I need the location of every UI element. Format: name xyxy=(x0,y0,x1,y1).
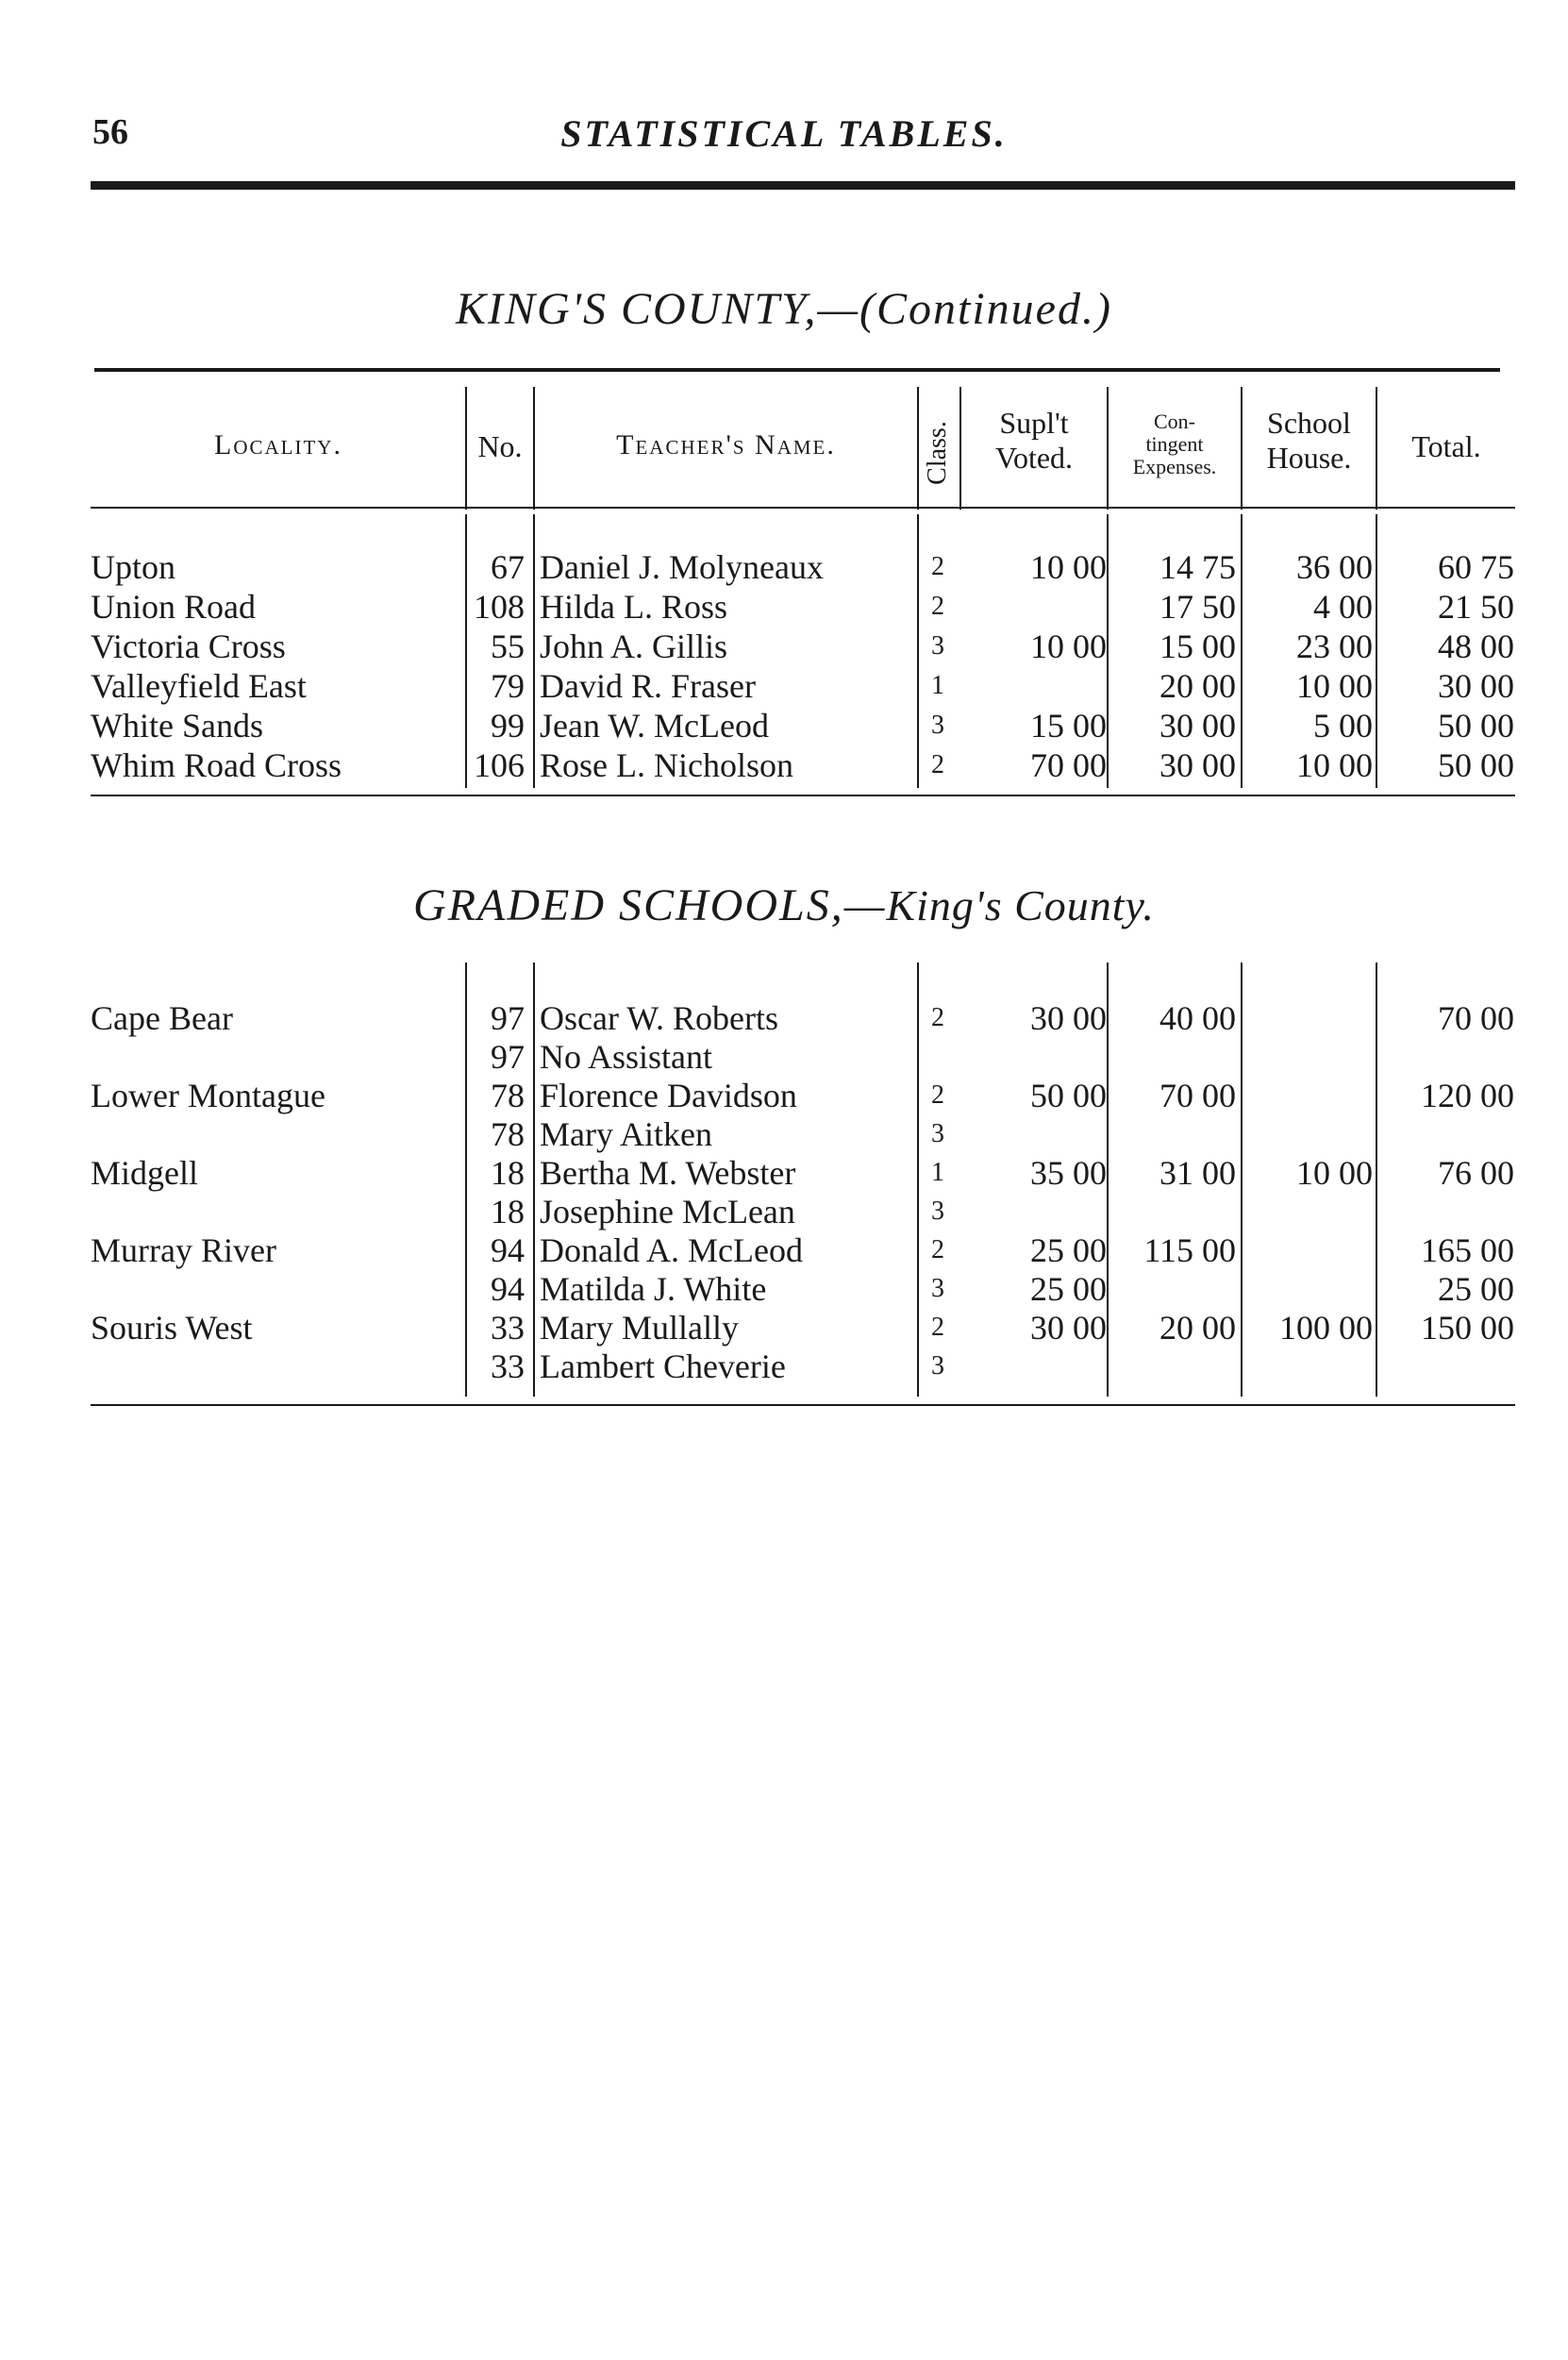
supl-voted: 70 00 xyxy=(1030,746,1107,784)
supl-voted: 10 00 xyxy=(1030,628,1107,665)
header-no: No. xyxy=(477,429,523,463)
teacher-name: Mary Aitken xyxy=(540,1115,712,1153)
header-total: Total. xyxy=(1411,429,1481,463)
class: 2 xyxy=(931,1235,944,1264)
teacher-name: John A. Gillis xyxy=(540,628,728,665)
header-supl-voted: Supl't Voted. xyxy=(994,406,1074,475)
school-no: 99 xyxy=(491,707,525,745)
class: 2 xyxy=(931,1080,944,1110)
school-house: 10 00 xyxy=(1296,667,1373,705)
teacher-name: Mary Mullally xyxy=(540,1309,739,1347)
col-divider xyxy=(917,387,919,510)
header-locality: Locality. xyxy=(214,429,342,460)
table-row xyxy=(0,1230,1568,1270)
class: 3 xyxy=(931,1197,944,1226)
contingent-expenses: 31 00 xyxy=(1159,1154,1236,1192)
table-row xyxy=(0,1114,1568,1154)
table-row xyxy=(0,547,1568,587)
header-teacher-name: Teacher's Name. xyxy=(616,429,836,460)
class: 1 xyxy=(931,1158,944,1187)
graded-schools-subtitle: King's County. xyxy=(886,881,1155,929)
contingent-expenses: 115 00 xyxy=(1143,1231,1236,1269)
school-no: 94 xyxy=(491,1270,525,1308)
total: 165 00 xyxy=(1421,1231,1514,1269)
table-row xyxy=(0,627,1568,666)
locality: Murray River xyxy=(91,1231,276,1269)
table-row xyxy=(0,1153,1568,1193)
total: 21 50 xyxy=(1438,588,1514,626)
school-no: 106 xyxy=(474,746,525,784)
locality: Midgell xyxy=(91,1154,198,1192)
locality: White Sands xyxy=(91,707,263,745)
total: 150 00 xyxy=(1421,1309,1514,1347)
section-title-kings-county: KING'S COUNTY,—(Continued.) xyxy=(456,284,1112,334)
school-no: 18 xyxy=(491,1154,525,1192)
total: 30 00 xyxy=(1438,667,1514,705)
locality: Valleyfield East xyxy=(91,667,307,705)
school-house: 23 00 xyxy=(1296,628,1373,665)
supl-voted: 50 00 xyxy=(1030,1077,1107,1114)
locality: Victoria Cross xyxy=(91,628,286,665)
table1-top-rule xyxy=(94,368,1500,372)
table-row xyxy=(0,1037,1568,1077)
class: 2 xyxy=(931,1003,944,1032)
teacher-name: Hilda L. Ross xyxy=(540,588,728,626)
teacher-name: Daniel J. Molyneaux xyxy=(540,548,824,586)
class: 2 xyxy=(931,552,944,581)
teacher-name: Florence Davidson xyxy=(540,1077,797,1114)
table1-bottom-rule xyxy=(91,795,1515,796)
table-row xyxy=(0,1308,1568,1347)
locality: Cape Bear xyxy=(91,999,233,1037)
total: 50 00 xyxy=(1438,746,1514,784)
class: 2 xyxy=(931,592,944,621)
class: 3 xyxy=(931,631,944,661)
table-row xyxy=(0,1076,1568,1115)
locality: Whim Road Cross xyxy=(91,746,342,784)
school-no: 94 xyxy=(491,1231,525,1269)
school-no: 18 xyxy=(491,1193,525,1230)
total: 60 75 xyxy=(1438,548,1514,586)
school-house: 4 00 xyxy=(1313,588,1373,626)
table-row xyxy=(0,1192,1568,1231)
class: 1 xyxy=(931,671,944,700)
teacher-name: Lambert Cheverie xyxy=(540,1347,786,1385)
teacher-name: No Assistant xyxy=(540,1038,713,1076)
table-row xyxy=(0,706,1568,745)
total: 25 00 xyxy=(1438,1270,1514,1308)
supl-voted: 25 00 xyxy=(1030,1231,1107,1269)
contingent-expenses: 30 00 xyxy=(1159,707,1236,745)
school-house: 36 00 xyxy=(1296,548,1373,586)
school-no: 78 xyxy=(491,1115,525,1153)
table1-header-rule xyxy=(91,507,1515,509)
table-row xyxy=(0,587,1568,627)
locality: Upton xyxy=(91,548,175,586)
locality: Souris West xyxy=(91,1309,253,1347)
page-number: 56 xyxy=(92,112,128,152)
contingent-expenses: 14 75 xyxy=(1159,548,1236,586)
teacher-name: Rose L. Nicholson xyxy=(540,746,793,784)
class: 3 xyxy=(931,1274,944,1303)
school-house: 10 00 xyxy=(1296,1154,1373,1192)
supl-voted: 15 00 xyxy=(1030,707,1107,745)
class: 3 xyxy=(931,711,944,740)
supl-voted: 25 00 xyxy=(1030,1270,1107,1308)
header-school-house: School House. xyxy=(1266,406,1352,475)
table-row xyxy=(0,1269,1568,1309)
total: 48 00 xyxy=(1438,628,1514,665)
teacher-name: Bertha M. Webster xyxy=(540,1154,796,1192)
school-no: 108 xyxy=(474,588,525,626)
contingent-expenses: 15 00 xyxy=(1159,628,1236,665)
school-no: 97 xyxy=(491,999,525,1037)
table2-bottom-rule xyxy=(91,1404,1515,1406)
table-row xyxy=(0,1347,1568,1386)
contingent-expenses: 20 00 xyxy=(1159,1309,1236,1347)
header-rule xyxy=(91,181,1515,190)
class: 2 xyxy=(931,1313,944,1342)
header-class: Class. xyxy=(923,421,952,485)
school-no: 33 xyxy=(491,1309,525,1347)
header-contingent-expenses: Con- tingent Expenses. xyxy=(1132,410,1217,479)
contingent-expenses: 40 00 xyxy=(1159,999,1236,1037)
teacher-name: Jean W. McLeod xyxy=(540,707,769,745)
class: 3 xyxy=(931,1119,944,1148)
graded-schools-title: GRADED SCHOOLS,— xyxy=(413,880,887,930)
teacher-name: Josephine McLean xyxy=(540,1193,795,1230)
teacher-name: David R. Fraser xyxy=(540,667,756,705)
class: 2 xyxy=(931,750,944,779)
locality: Union Road xyxy=(91,588,256,626)
locality: Lower Montague xyxy=(91,1077,325,1114)
supl-voted: 30 00 xyxy=(1030,1309,1107,1347)
table-row xyxy=(0,998,1568,1038)
teacher-name: Oscar W. Roberts xyxy=(540,999,778,1037)
school-house: 5 00 xyxy=(1313,707,1373,745)
total: 76 00 xyxy=(1438,1154,1514,1192)
supl-voted: 30 00 xyxy=(1030,999,1107,1037)
teacher-name: Matilda J. White xyxy=(540,1270,767,1308)
teacher-name: Donald A. McLeod xyxy=(540,1231,803,1269)
class: 3 xyxy=(931,1351,944,1381)
contingent-expenses: 30 00 xyxy=(1159,746,1236,784)
school-house: 100 00 xyxy=(1279,1309,1373,1347)
total: 70 00 xyxy=(1438,999,1514,1037)
school-no: 33 xyxy=(491,1347,525,1385)
total: 50 00 xyxy=(1438,707,1514,745)
supl-voted: 10 00 xyxy=(1030,548,1107,586)
contingent-expenses: 17 50 xyxy=(1159,588,1236,626)
school-house: 10 00 xyxy=(1296,746,1373,784)
school-no: 55 xyxy=(491,628,525,665)
table-row xyxy=(0,745,1568,785)
school-no: 67 xyxy=(491,548,525,586)
section-title-graded-schools xyxy=(0,879,1568,931)
contingent-expenses: 70 00 xyxy=(1159,1077,1236,1114)
school-no: 97 xyxy=(491,1038,525,1076)
school-no: 78 xyxy=(491,1077,525,1114)
supl-voted: 35 00 xyxy=(1030,1154,1107,1192)
school-no: 79 xyxy=(491,667,525,705)
running-title: STATISTICAL TABLES. xyxy=(560,112,1008,155)
total: 120 00 xyxy=(1421,1077,1514,1114)
table-row xyxy=(0,666,1568,706)
contingent-expenses: 20 00 xyxy=(1159,667,1236,705)
